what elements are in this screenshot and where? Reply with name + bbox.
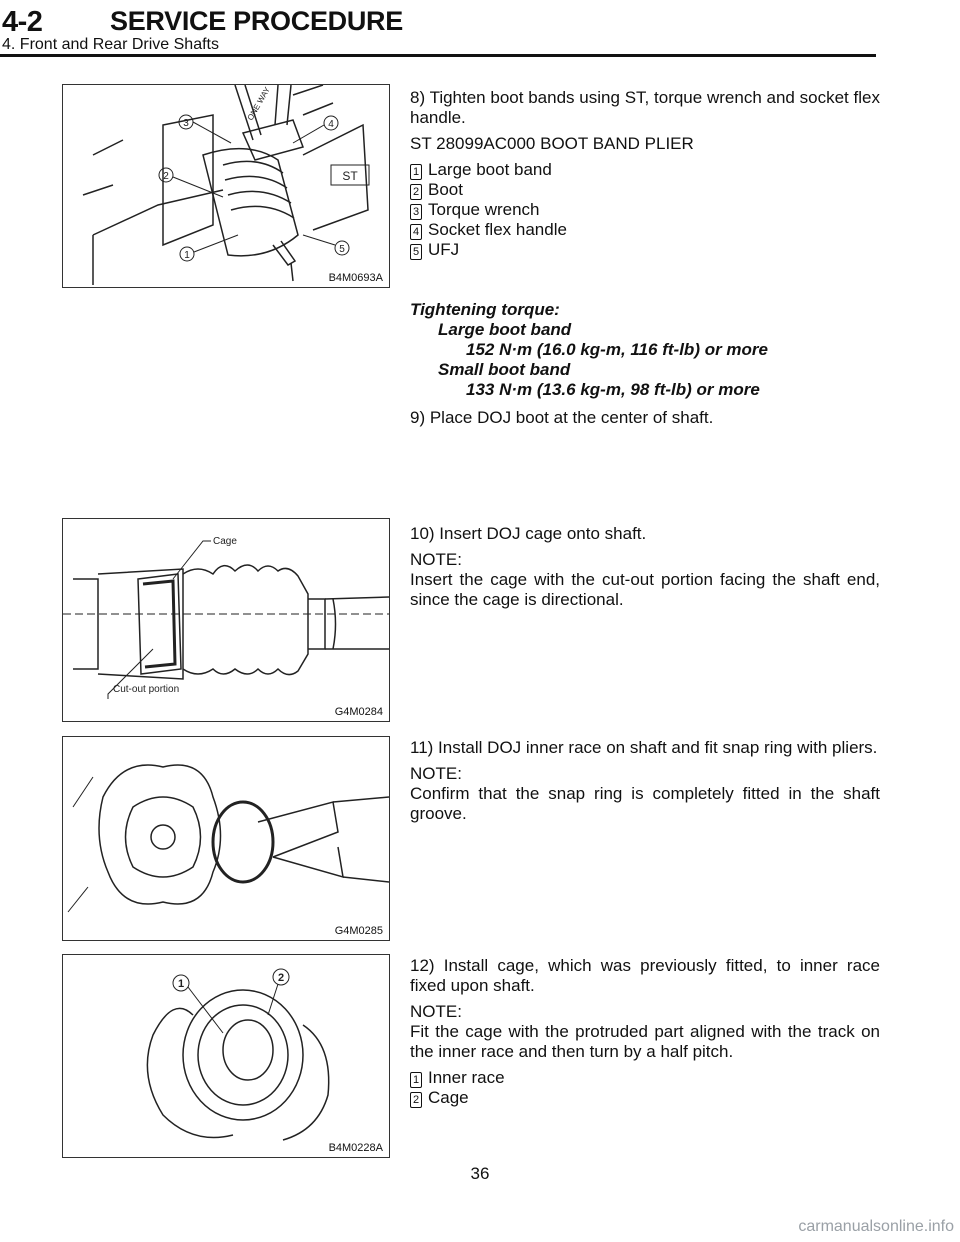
special-tool-line: ST 28099AC000 BOOT BAND PLIER	[410, 134, 694, 153]
step-12-block	[410, 956, 880, 1108]
step-12-text: 12) Install cage, which was previously fitted, to inner race fixed upon shaft.	[410, 956, 880, 995]
figure-code: G4M0284	[334, 706, 383, 718]
note-heading: NOTE:	[410, 1002, 462, 1021]
torque-small-label: Small boot band	[438, 360, 571, 379]
one-way-label: ONE WAY	[245, 85, 272, 122]
st-label: ST	[342, 169, 358, 183]
legend-item: 3 Torque wrench	[410, 200, 880, 220]
torque-small-value: 133 N·m (13.6 kg-m, 98 ft-lb) or more	[466, 380, 760, 399]
step-8-text: 8) Tighten boot bands using ST, torque wrench and socket flex handle.	[410, 88, 880, 127]
note-heading: NOTE:	[410, 764, 462, 783]
legend-item: 5 UFJ	[410, 240, 880, 260]
callout-4: 4	[328, 119, 334, 130]
step-10-text: 10) Insert DOJ cage onto shaft.	[410, 524, 647, 543]
callout-2: 2	[163, 171, 169, 182]
torque-large-value: 152 N·m (16.0 kg-m, 116 ft-lb) or more	[466, 340, 768, 359]
legend-item: 2 Cage	[410, 1088, 880, 1108]
legend-item: 1 Inner race	[410, 1068, 880, 1088]
step-11-text: 11) Install DOJ inner race on shaft and fit snap ring with pliers.	[410, 738, 878, 757]
step-9-text: 9) Place DOJ boot at the center of shaft.	[410, 408, 714, 427]
cage-install-illustration	[63, 955, 389, 1157]
legend-item: 4 Socket flex handle	[410, 220, 880, 240]
header-rule	[0, 54, 876, 57]
figure-snap-ring	[62, 736, 390, 941]
step-11-block	[410, 738, 880, 830]
figure-doj-cage	[62, 518, 390, 722]
figure-code: B4M0693A	[328, 272, 383, 284]
figure-code: G4M0285	[334, 925, 383, 937]
step-9-block	[410, 408, 880, 434]
section-title: SERVICE PROCEDURE	[110, 6, 403, 36]
note-heading: NOTE:	[410, 550, 462, 569]
step-8-block	[410, 88, 880, 260]
callout-1: 1	[184, 250, 190, 261]
cutout-label: Cut-out portion	[113, 684, 180, 695]
snap-ring-illustration	[63, 737, 389, 940]
figure-cage-install	[62, 954, 390, 1158]
cage-label: Cage	[213, 536, 237, 547]
callout-5: 5	[339, 244, 345, 255]
section-number: 4-2	[2, 6, 43, 38]
note-text: Fit the cage with the protruded part aligned with the track on the inner race and then turn by a half pitch.	[410, 1022, 880, 1061]
legend-item: 2 Boot	[410, 180, 880, 200]
page-header	[0, 0, 960, 60]
page-number: 36	[470, 1164, 490, 1183]
figure-code: B4M0228A	[328, 1142, 383, 1154]
watermark-link[interactable]: carmanualsonline.info	[798, 1218, 954, 1235]
note-text: Insert the cage with the cut-out portion facing the shaft end, since the cage is directional.	[410, 570, 880, 609]
boot-band-illustration	[63, 85, 389, 287]
torque-large-label: Large boot band	[438, 320, 572, 339]
doj-cage-illustration	[63, 519, 389, 721]
tightening-torque-block	[410, 300, 880, 400]
legend-item: 1 Large boot band	[410, 160, 880, 180]
figure-boot-band-tightening	[62, 84, 390, 288]
subsection-title: 4. Front and Rear Drive Shafts	[2, 36, 219, 53]
torque-heading: Tightening torque:	[410, 300, 560, 319]
step-10-block	[410, 524, 880, 616]
callout-3: 3	[183, 118, 189, 129]
callout-2: 2	[277, 972, 285, 984]
note-text: Confirm that the snap ring is completely fitted in the shaft groove.	[410, 784, 880, 823]
callout-1: 1	[177, 978, 185, 990]
